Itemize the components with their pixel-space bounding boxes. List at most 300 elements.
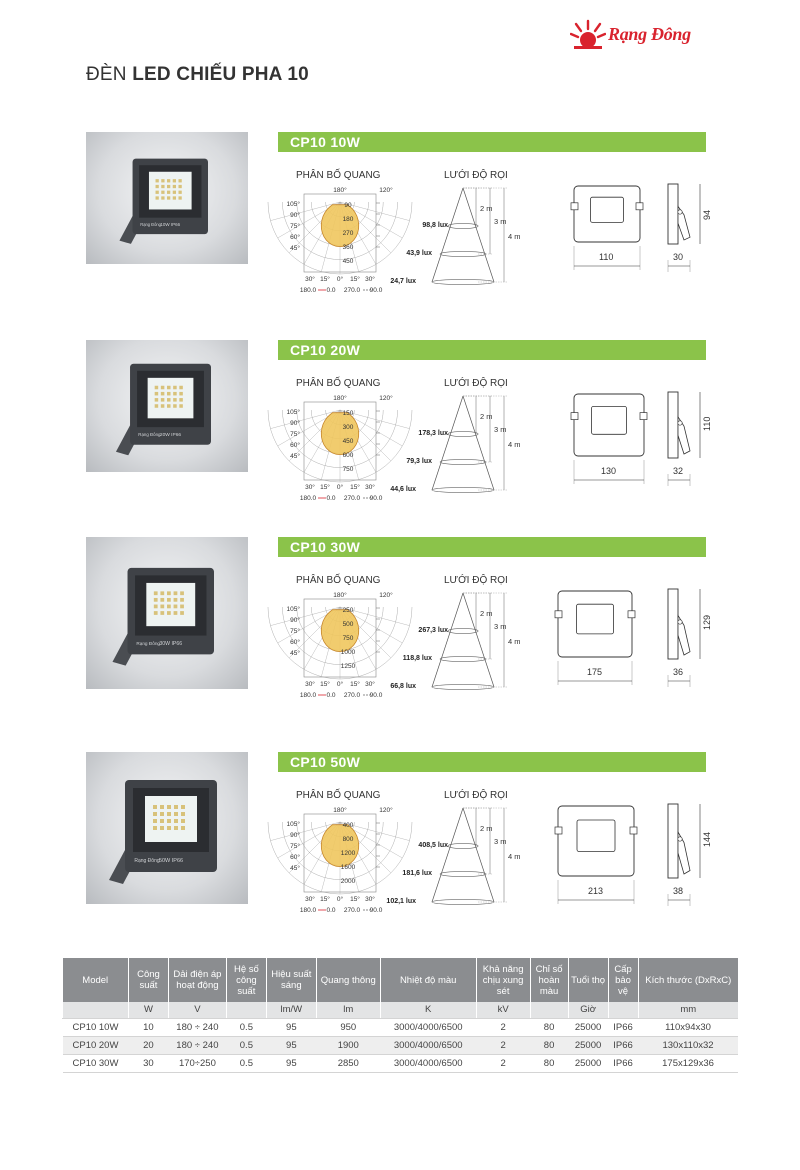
distance-label: 2 m bbox=[480, 609, 493, 618]
legend-c0: 180.0 bbox=[299, 495, 317, 502]
table-cell: 2 bbox=[476, 1054, 530, 1072]
polar-angle-label: 105° bbox=[286, 606, 300, 613]
polar-bottom-angle: 30° bbox=[365, 681, 375, 688]
lux-ellipse bbox=[448, 628, 478, 633]
polar-angle-label: 105° bbox=[286, 409, 300, 416]
product-photo bbox=[86, 752, 248, 904]
side-pivot bbox=[678, 210, 682, 214]
polar-bottom-angle: 0° bbox=[336, 681, 344, 688]
polar-bottom-angle: 15° bbox=[350, 484, 360, 491]
led-chip bbox=[154, 591, 158, 595]
table-header-cell: Nhiệt độ màu bbox=[380, 958, 476, 1002]
photo-brand: Rạng Đông bbox=[134, 858, 160, 864]
polar-bottom-angle: 30° bbox=[305, 896, 315, 903]
polar-chart bbox=[280, 589, 400, 709]
width-dimension: 175 bbox=[587, 667, 603, 677]
polar-ring-label: 400 bbox=[342, 822, 354, 829]
polar-angle-label: 60° bbox=[290, 639, 300, 646]
led-chip bbox=[155, 404, 159, 408]
side-pivot bbox=[678, 837, 682, 841]
distance-label: 3 m bbox=[494, 425, 507, 434]
unit-cell: lm bbox=[316, 1002, 380, 1018]
unit-cell bbox=[608, 1002, 638, 1018]
table-cell: IP66 bbox=[608, 1036, 638, 1054]
polar-ring-label: 500 bbox=[342, 621, 354, 628]
led-chip bbox=[173, 179, 176, 182]
distance-label: 2 m bbox=[480, 204, 493, 213]
lux-ellipse bbox=[432, 684, 494, 689]
beam-title: LƯỚI ĐỘ RỌI bbox=[444, 378, 508, 389]
led-chip bbox=[179, 404, 183, 408]
led-chip bbox=[180, 605, 184, 609]
table-cell: 95 bbox=[266, 1036, 316, 1054]
led-chip bbox=[155, 392, 159, 396]
product-section bbox=[0, 340, 800, 540]
table-cell: 0.5 bbox=[226, 1054, 266, 1072]
table-cell: 3000/4000/6500 bbox=[380, 1036, 476, 1054]
led-chip bbox=[179, 398, 183, 402]
led-chip bbox=[178, 185, 181, 188]
distance-label: 4 m bbox=[508, 637, 521, 646]
led-chip bbox=[154, 598, 158, 602]
distribution-title: PHÂN BỐ QUANG bbox=[296, 170, 381, 181]
polar-right-label: 120° bbox=[379, 395, 393, 402]
legend-c90-value: 90.0 bbox=[369, 495, 383, 502]
led-chip bbox=[173, 196, 176, 199]
lens-shape bbox=[146, 583, 195, 626]
polar-ring-label: 300 bbox=[342, 424, 354, 431]
polar-ring-label: 1200 bbox=[340, 850, 356, 857]
led-chip bbox=[167, 196, 170, 199]
led-chip bbox=[167, 386, 171, 390]
led-chip bbox=[161, 185, 164, 188]
photo-label: 10W IP66 bbox=[160, 221, 181, 227]
unit-cell: kV bbox=[476, 1002, 530, 1018]
polar-ring-label: 450 bbox=[342, 258, 354, 265]
front-tab bbox=[571, 413, 578, 420]
front-tab bbox=[640, 413, 647, 420]
table-cell: 950 bbox=[316, 1018, 380, 1036]
led-chip bbox=[167, 605, 171, 609]
led-chip bbox=[167, 611, 171, 615]
led-chip bbox=[180, 598, 184, 602]
floodlight-image bbox=[86, 537, 248, 689]
beam-title: LƯỚI ĐỘ RỌI bbox=[444, 790, 508, 801]
depth-dimension: 30 bbox=[673, 252, 684, 262]
led-chip bbox=[181, 826, 185, 830]
polar-ring-label: 800 bbox=[342, 836, 354, 843]
led-chip bbox=[180, 611, 184, 615]
front-tab bbox=[555, 611, 562, 618]
legend-c0: 180.0 bbox=[299, 287, 317, 294]
polar-ring-label: 750 bbox=[342, 635, 354, 642]
table-row bbox=[63, 1036, 739, 1054]
cone-edge bbox=[463, 808, 494, 902]
table-header-cell: Chỉ số hoàn màu bbox=[530, 958, 568, 1002]
table-cell: 3000/4000/6500 bbox=[380, 1054, 476, 1072]
legend-c90: 270.0 bbox=[343, 495, 361, 502]
table-cell: 0.5 bbox=[226, 1036, 266, 1054]
lux-label: 267,3 lux bbox=[418, 627, 448, 634]
table-cell: 180 ÷ 240 bbox=[168, 1036, 226, 1054]
product-section bbox=[0, 132, 800, 332]
height-dimension: 94 bbox=[702, 209, 712, 220]
led-chip bbox=[167, 185, 170, 188]
photo-brand: Rạng Đông bbox=[138, 431, 161, 437]
table-header-cell: Khả năng chịu xung sét bbox=[476, 958, 530, 1002]
unit-cell: V bbox=[168, 1002, 226, 1018]
polar-right-label: 120° bbox=[379, 807, 393, 814]
model-band bbox=[278, 132, 706, 152]
distance-label: 2 m bbox=[480, 824, 493, 833]
led-chip bbox=[161, 398, 165, 402]
table-cell: 10 bbox=[128, 1018, 168, 1036]
table-header-cell: Cấp bảo vệ bbox=[608, 958, 638, 1002]
led-chip bbox=[160, 598, 164, 602]
table-cell: CP10 20W bbox=[63, 1036, 129, 1054]
distribution-title: PHÂN BỐ QUANG bbox=[296, 575, 381, 586]
side-view-drawing bbox=[660, 392, 710, 512]
model-label: CP10 30W bbox=[290, 539, 361, 555]
led-chip bbox=[160, 605, 164, 609]
led-chip bbox=[156, 179, 159, 182]
floodlight-graphic bbox=[119, 159, 208, 244]
led-chip bbox=[167, 191, 170, 194]
model-band bbox=[278, 340, 706, 360]
beam-title: LƯỚI ĐỘ RỌI bbox=[444, 575, 508, 586]
distribution-title: PHÂN BỐ QUANG bbox=[296, 790, 381, 801]
polar-angle-label: 45° bbox=[290, 650, 300, 657]
distance-label: 3 m bbox=[494, 622, 507, 631]
polar-top-label: 180° bbox=[333, 807, 347, 814]
lux-label: 44,6 lux bbox=[390, 486, 416, 493]
table-cell: 30 bbox=[128, 1054, 168, 1072]
polar-angle-label: 105° bbox=[286, 821, 300, 828]
polar-angle-label: 90° bbox=[290, 832, 300, 839]
table-cell: 2850 bbox=[316, 1054, 380, 1072]
led-chip bbox=[154, 611, 158, 615]
brand-name: Rạng Đông bbox=[608, 24, 691, 44]
legend-c0-value: 0.0 bbox=[326, 907, 336, 914]
units-row bbox=[63, 1002, 739, 1018]
side-view-drawing bbox=[660, 184, 710, 304]
unit-cell bbox=[63, 1002, 129, 1018]
floodlight-graphic bbox=[109, 780, 217, 884]
lux-ellipse bbox=[432, 487, 494, 492]
led-chip bbox=[167, 179, 170, 182]
led-chip bbox=[167, 826, 171, 830]
page-title bbox=[86, 64, 309, 86]
led-chip bbox=[178, 179, 181, 182]
front-tab bbox=[628, 611, 635, 618]
unit-cell: W bbox=[128, 1002, 168, 1018]
width-dimension: 110 bbox=[599, 252, 614, 262]
polar-bottom-angle: 15° bbox=[320, 276, 330, 283]
polar-right-label: 120° bbox=[379, 592, 393, 599]
unit-cell: mm bbox=[638, 1002, 738, 1018]
photo-label: 50W IP66 bbox=[158, 858, 184, 864]
led-chip bbox=[173, 398, 177, 402]
table-cell: 0.5 bbox=[226, 1018, 266, 1036]
polar-bottom-angle: 30° bbox=[365, 896, 375, 903]
led-chip bbox=[156, 196, 159, 199]
polar-bottom-angle: 30° bbox=[365, 484, 375, 491]
led-chip bbox=[181, 819, 185, 823]
table-cell: 25000 bbox=[568, 1018, 608, 1036]
legend-c90-value: 90.0 bbox=[369, 692, 383, 699]
width-dimension: 213 bbox=[588, 886, 604, 896]
legend-c0: 180.0 bbox=[299, 907, 317, 914]
distance-label: 2 m bbox=[480, 412, 493, 421]
front-outline bbox=[574, 394, 644, 456]
led-chip bbox=[160, 826, 164, 830]
table-cell: 3000/4000/6500 bbox=[380, 1018, 476, 1036]
unit-cell: Giờ bbox=[568, 1002, 608, 1018]
lux-ellipse bbox=[448, 843, 478, 848]
product-photo bbox=[86, 132, 248, 264]
side-outline bbox=[668, 804, 678, 878]
led-chip bbox=[167, 819, 171, 823]
polar-angle-label: 75° bbox=[290, 843, 300, 850]
polar-angle-label: 45° bbox=[290, 453, 300, 460]
side-outline bbox=[668, 589, 678, 659]
polar-bottom-angle: 0° bbox=[336, 276, 344, 283]
led-chip bbox=[167, 392, 171, 396]
side-view-drawing bbox=[660, 804, 710, 924]
lux-label: 181,6 lux bbox=[402, 870, 432, 877]
lens-shape bbox=[149, 172, 192, 210]
cone-edge bbox=[432, 396, 463, 490]
cone-edge bbox=[463, 188, 494, 282]
spec-table bbox=[62, 958, 738, 1073]
led-chip bbox=[179, 392, 183, 396]
product-photo bbox=[86, 340, 248, 472]
led-chip bbox=[174, 826, 178, 830]
table-cell: 180 ÷ 240 bbox=[168, 1018, 226, 1036]
front-outline bbox=[558, 806, 634, 876]
front-tab bbox=[630, 827, 637, 834]
polar-ring-label: 1250 bbox=[340, 663, 356, 670]
depth-dimension: 38 bbox=[673, 886, 684, 896]
polar-angle-label: 75° bbox=[290, 223, 300, 230]
led-chip bbox=[156, 185, 159, 188]
led-chip bbox=[153, 819, 157, 823]
led-chip bbox=[181, 812, 185, 816]
led-chip bbox=[161, 386, 165, 390]
led-chip bbox=[153, 826, 157, 830]
legend-c90: 270.0 bbox=[343, 692, 361, 699]
distance-label: 4 m bbox=[508, 232, 521, 241]
table-row bbox=[63, 1018, 739, 1036]
polar-ring-label: 270 bbox=[342, 230, 354, 237]
polar-bottom-angle: 0° bbox=[336, 896, 344, 903]
led-chip bbox=[161, 191, 164, 194]
side-outline bbox=[668, 184, 678, 244]
product-section bbox=[0, 752, 800, 952]
polar-bottom-angle: 30° bbox=[365, 276, 375, 283]
led-chip bbox=[179, 386, 183, 390]
polar-ring-label: 150 bbox=[342, 410, 354, 417]
side-view-drawing bbox=[660, 589, 710, 709]
front-view-drawing bbox=[554, 589, 664, 709]
table-header-cell: Model bbox=[63, 958, 129, 1002]
distance-label: 4 m bbox=[508, 440, 521, 449]
product-section bbox=[0, 537, 800, 737]
distance-label: 3 m bbox=[494, 217, 507, 226]
front-tab bbox=[571, 203, 578, 210]
lux-label: 118,8 lux bbox=[402, 655, 432, 662]
table-cell: 80 bbox=[530, 1054, 568, 1072]
polar-bottom-angle: 15° bbox=[320, 484, 330, 491]
lux-ellipse bbox=[432, 279, 494, 284]
lux-ellipse bbox=[448, 223, 478, 228]
table-header-row bbox=[63, 958, 739, 1002]
legend-c90-value: 90.0 bbox=[369, 287, 383, 294]
led-chip bbox=[155, 398, 159, 402]
lux-label: 178,3 lux bbox=[418, 430, 448, 437]
lux-label: 98,8 lux bbox=[422, 222, 448, 229]
legend-c0: 180.0 bbox=[299, 692, 317, 699]
polar-ring-label: 1600 bbox=[340, 864, 356, 871]
legend-c0-value: 0.0 bbox=[326, 692, 336, 699]
table-cell: 130x110x32 bbox=[638, 1036, 738, 1054]
led-chip bbox=[181, 805, 185, 809]
brand-logo bbox=[570, 18, 720, 52]
led-chip bbox=[160, 591, 164, 595]
table-cell: CP10 30W bbox=[63, 1054, 129, 1072]
led-chip bbox=[161, 404, 165, 408]
table-row bbox=[63, 1054, 739, 1072]
photo-brand: Rạng Đông bbox=[136, 640, 161, 646]
led-chip bbox=[178, 196, 181, 199]
polar-bottom-angle: 30° bbox=[305, 276, 315, 283]
table-cell: 80 bbox=[530, 1018, 568, 1036]
beam-title: LƯỚI ĐỘ RỌI bbox=[444, 170, 508, 181]
lux-label: 43,9 lux bbox=[406, 250, 432, 257]
model-label: CP10 20W bbox=[290, 342, 361, 358]
led-chip bbox=[174, 611, 178, 615]
polar-bottom-angle: 30° bbox=[305, 681, 315, 688]
front-outline bbox=[558, 591, 632, 657]
polar-chart bbox=[280, 804, 400, 924]
floodlight-graphic bbox=[112, 568, 214, 666]
led-chip bbox=[160, 611, 164, 615]
cone-edge bbox=[463, 396, 494, 490]
cone-edge bbox=[463, 593, 494, 687]
table-header-cell: Công suất bbox=[128, 958, 168, 1002]
table-header-cell: Hệ số công suất bbox=[226, 958, 266, 1002]
polar-ring-label: 250 bbox=[342, 607, 354, 614]
table-cell: IP66 bbox=[608, 1054, 638, 1072]
led-chip bbox=[173, 191, 176, 194]
table-cell: IP66 bbox=[608, 1018, 638, 1036]
led-chip bbox=[174, 591, 178, 595]
polar-top-label: 180° bbox=[333, 395, 347, 402]
led-chip bbox=[161, 179, 164, 182]
distribution-title: PHÂN BỐ QUANG bbox=[296, 378, 381, 389]
lux-label: 66,8 lux bbox=[390, 683, 416, 690]
polar-angle-label: 45° bbox=[290, 865, 300, 872]
title-bold: LED CHIẾU PHA 10 bbox=[132, 64, 309, 85]
table-cell: 110x94x30 bbox=[638, 1018, 738, 1036]
led-chip bbox=[160, 805, 164, 809]
led-chip bbox=[167, 591, 171, 595]
led-chip bbox=[173, 392, 177, 396]
width-dimension: 130 bbox=[601, 466, 617, 476]
height-dimension: 129 bbox=[702, 614, 712, 630]
polar-ring-label: 1000 bbox=[340, 649, 356, 656]
table-cell: 95 bbox=[266, 1054, 316, 1072]
led-chip bbox=[174, 605, 178, 609]
led-chip bbox=[161, 392, 165, 396]
polar-ring-label: 360 bbox=[342, 244, 354, 251]
height-dimension: 144 bbox=[702, 831, 712, 847]
table-header-cell: Quang thông bbox=[316, 958, 380, 1002]
lux-label: 408,5 lux bbox=[418, 842, 448, 849]
polar-angle-label: 90° bbox=[290, 420, 300, 427]
led-chip bbox=[180, 591, 184, 595]
cone-edge bbox=[432, 593, 463, 687]
led-chip bbox=[173, 404, 177, 408]
table-header-cell: Dải điện áp hoạt động bbox=[168, 958, 226, 1002]
led-chip bbox=[160, 819, 164, 823]
polar-ring-label: 450 bbox=[342, 438, 354, 445]
led-chip bbox=[155, 386, 159, 390]
polar-bottom-angle: 15° bbox=[350, 276, 360, 283]
title-prefix: ĐÈN bbox=[86, 64, 127, 85]
photo-brand: Rạng Đông bbox=[140, 221, 161, 227]
led-chip bbox=[167, 404, 171, 408]
unit-cell: lm/W bbox=[266, 1002, 316, 1018]
led-chip bbox=[167, 805, 171, 809]
table-cell: 2 bbox=[476, 1036, 530, 1054]
polar-angle-label: 75° bbox=[290, 431, 300, 438]
led-chip bbox=[173, 185, 176, 188]
table-cell: CP10 10W bbox=[63, 1018, 129, 1036]
polar-ring-label: 180 bbox=[342, 216, 354, 223]
cone-edge bbox=[432, 808, 463, 902]
polar-ring-label: 2000 bbox=[340, 878, 356, 885]
table-cell: 1900 bbox=[316, 1036, 380, 1054]
polar-angle-label: 75° bbox=[290, 628, 300, 635]
table-header-cell: Tuổi thọ bbox=[568, 958, 608, 1002]
front-tab bbox=[555, 827, 562, 834]
polar-top-label: 180° bbox=[333, 187, 347, 194]
lux-ellipse bbox=[448, 431, 478, 436]
unit-cell bbox=[530, 1002, 568, 1018]
unit-cell bbox=[226, 1002, 266, 1018]
polar-bottom-angle: 15° bbox=[320, 896, 330, 903]
table-cell: 25000 bbox=[568, 1036, 608, 1054]
led-chip bbox=[160, 812, 164, 816]
product-photo bbox=[86, 537, 248, 689]
led-chip bbox=[153, 805, 157, 809]
depth-dimension: 36 bbox=[673, 667, 684, 677]
distance-label: 3 m bbox=[494, 837, 507, 846]
distance-label: 4 m bbox=[508, 852, 521, 861]
led-chip bbox=[154, 605, 158, 609]
polar-bottom-angle: 15° bbox=[350, 896, 360, 903]
sun-logo-icon bbox=[570, 18, 606, 52]
floodlight-image bbox=[86, 752, 248, 904]
polar-right-label: 120° bbox=[379, 187, 393, 194]
led-chip bbox=[161, 196, 164, 199]
polar-ring-label: 600 bbox=[342, 452, 354, 459]
led-chip bbox=[153, 812, 157, 816]
polar-chart bbox=[280, 392, 400, 512]
cone-edge bbox=[432, 188, 463, 282]
polar-bottom-angle: 30° bbox=[305, 484, 315, 491]
